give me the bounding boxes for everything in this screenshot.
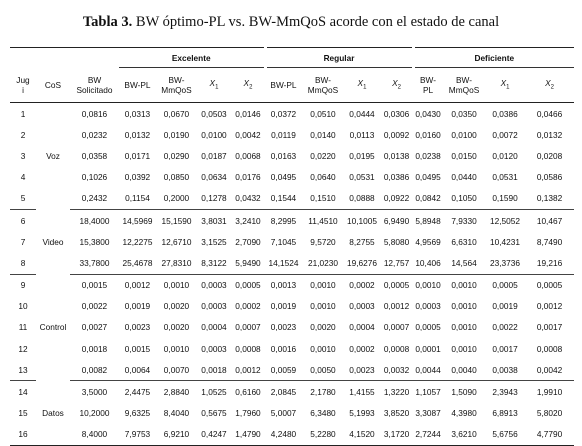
excelente-bw-pl-cell: 0,0132	[124, 129, 151, 140]
regular-x1-cell: 19,6276	[347, 257, 377, 268]
excelente-bw-pl-cell: 0,0392	[124, 172, 151, 183]
bw-solicitado-cell: 0,2432	[81, 193, 108, 204]
cos-cell	[36, 296, 70, 317]
table-row	[10, 188, 574, 210]
excelente-x1-cell: 0,0004	[201, 322, 227, 333]
regular-x1-cell: 0,0004	[349, 322, 375, 333]
bw-solicitado-cell: 8,4000	[70, 424, 119, 446]
cos-cell	[36, 274, 70, 296]
deficiente-bw-pl-cell: 0,0044	[415, 364, 441, 375]
regular-x1-cell: 0,0888	[349, 193, 375, 204]
excelente-bw-mmqos-cell: 0,0290	[163, 150, 190, 161]
excelente-x1-cell: 3,8031	[197, 209, 231, 231]
excelente-x1-cell: 0,0100	[201, 129, 227, 140]
caption-number: Tabla 3.	[82, 14, 133, 30]
cos-cell: Video	[42, 236, 64, 247]
group-regular: Regular	[265, 48, 413, 68]
cos-cell	[36, 252, 70, 274]
excelente-bw-pl-cell: 0,0023	[124, 322, 151, 333]
excelente-bw-pl-cell: 25,4678	[122, 257, 153, 268]
group-deficiente: Deficiente	[413, 48, 574, 68]
cos-cell	[36, 103, 70, 125]
regular-bw-mmqos-cell: 6,3480	[310, 408, 336, 419]
deficiente-bw-pl-cell: 3,3087	[415, 408, 441, 419]
deficiente-x1-cell: 0,0120	[492, 150, 518, 161]
regular-bw-mmqos-cell: 0,1510	[310, 193, 336, 204]
regular-bw-pl-cell: 0,1544	[270, 193, 297, 204]
excelente-x1-cell: 0,5675	[201, 408, 227, 419]
excelente-x1-cell: 0,0503	[201, 108, 227, 119]
excelente-x2-cell: 0,0002	[235, 301, 261, 312]
excelente-x2-cell: 0,0042	[235, 129, 261, 140]
regular-x2-cell: 0,0306	[383, 108, 410, 119]
cos-cell	[36, 381, 70, 403]
deficiente-x2-cell: 0,0017	[536, 322, 563, 333]
regular-bw-pl-cell: 0,0016	[270, 343, 297, 354]
deficiente-x2-cell: 0,0005	[525, 274, 574, 296]
deficiente-bw-pl-cell: 1,1057	[413, 381, 443, 403]
bw-solicitado-cell: 0,0027	[81, 322, 108, 333]
deficiente-x1-cell: 0,0038	[492, 364, 518, 375]
regular-bw-mmqos-cell: 5,2280	[302, 424, 344, 446]
bw-solicitado-cell: 3,5000	[70, 381, 119, 403]
regular-bw-mmqos-cell: 0,0220	[310, 150, 336, 161]
excelente-bw-pl-cell: 7,9753	[119, 424, 156, 446]
regular-bw-pl-cell: 14,1524	[268, 257, 299, 268]
deficiente-bw-mmqos-cell: 3,6210	[443, 424, 485, 446]
table-row	[10, 359, 574, 381]
deficiente-bw-mmqos-cell: 0,0150	[451, 150, 477, 161]
excelente-bw-pl-cell: 0,0313	[124, 108, 151, 119]
deficiente-x2-cell: 1,9910	[525, 381, 574, 403]
deficiente-bw-mmqos-cell: 0,0440	[451, 172, 477, 183]
bw-solicitado-cell: 0,0015	[70, 274, 119, 296]
deficiente-bw-mmqos-cell: 0,0100	[451, 129, 477, 140]
table-row	[10, 209, 574, 231]
excelente-bw-mmqos-cell: 27,8310	[161, 257, 192, 268]
regular-bw-mmqos-cell: 0,0010	[310, 343, 336, 354]
deficiente-x2-cell: 0,0466	[536, 108, 563, 119]
excelente-x1-cell: 0,0003	[201, 343, 227, 354]
col-cos: CoS	[36, 68, 70, 103]
deficiente-bw-mmqos-cell: 1,5090	[443, 381, 485, 403]
excelente-x1-cell: 0,0018	[201, 364, 227, 375]
table-body	[10, 103, 574, 446]
table-caption	[0, 14, 582, 31]
excelente-x2-cell: 0,0432	[235, 193, 261, 204]
deficiente-x1-cell: 5,6756	[485, 424, 525, 446]
bw-solicitado-cell: 0,0022	[81, 301, 108, 312]
excelente-x2-cell: 0,0068	[235, 150, 261, 161]
regular-x1-cell: 0,0002	[344, 274, 380, 296]
bw-solicitado-cell: 10,2000	[79, 408, 110, 419]
deficiente-bw-pl-cell: 0,0160	[415, 129, 441, 140]
excelente-x2-cell: 5,9490	[235, 257, 261, 268]
bw-solicitado-cell: 18,4000	[70, 209, 119, 231]
deficiente-bw-mmqos-cell: 0,0350	[451, 108, 477, 119]
cos-cell: Datos	[42, 408, 64, 419]
regular-x2-cell: 12,757	[383, 257, 410, 268]
excelente-x2-cell: 0,6160	[231, 381, 265, 403]
table-row	[10, 231, 574, 252]
excelente-bw-mmqos-cell: 0,0010	[163, 343, 190, 354]
col-reg-x2: $X_2$	[380, 68, 413, 103]
regular-x1-cell: 1,4155	[344, 381, 380, 403]
col-def-bw-mmqos: BW- MmQoS	[443, 68, 485, 103]
bw-solicitado-cell: 0,0816	[81, 108, 108, 119]
regular-bw-pl-cell: 5,0007	[270, 408, 297, 419]
deficiente-bw-mmqos-cell: 0,1050	[451, 193, 477, 204]
cos-cell	[36, 338, 70, 359]
regular-bw-mmqos-cell: 0,0140	[310, 129, 336, 140]
jugador-cell: 15	[18, 408, 28, 419]
regular-x1-cell: 10,1005	[344, 209, 380, 231]
deficiente-x1-cell: 12,5052	[485, 209, 525, 231]
jugador-cell: 8	[20, 257, 26, 268]
excelente-bw-mmqos-cell: 0,0020	[163, 322, 190, 333]
deficiente-x1-cell: 0,1590	[492, 193, 518, 204]
deficiente-x1-cell: 0,0005	[485, 274, 525, 296]
excelente-bw-mmqos-cell: 6,9210	[156, 424, 197, 446]
excelente-bw-mmqos-cell: 0,0010	[156, 274, 197, 296]
excelente-bw-pl-cell: 12,2275	[122, 236, 153, 247]
jugador-cell: 3	[20, 150, 26, 161]
regular-bw-mmqos-cell: 0,0010	[302, 274, 344, 296]
col-bw-solicitado: BW Solicitado	[70, 68, 119, 103]
deficiente-bw-pl-cell: 0,0003	[415, 301, 441, 312]
excelente-x2-cell: 1,7960	[235, 408, 261, 419]
table-row	[10, 296, 574, 317]
col-exc-x1: $X_1$	[197, 68, 231, 103]
excelente-bw-pl-cell: 2,4475	[119, 381, 156, 403]
deficiente-bw-pl-cell: 0,0495	[415, 172, 441, 183]
deficiente-x2-cell: 0,1382	[536, 193, 563, 204]
cos-cell	[36, 188, 70, 210]
excelente-x1-cell: 0,0003	[197, 274, 231, 296]
table-row	[10, 167, 574, 188]
deficiente-bw-pl-cell: 0,0430	[415, 108, 441, 119]
jugador-cell: 16	[10, 424, 36, 446]
deficiente-bw-mmqos-cell: 14,564	[451, 257, 477, 268]
jugador-cell: 11	[18, 322, 28, 333]
results-table	[10, 47, 574, 446]
deficiente-bw-mmqos-cell: 0,0010	[451, 322, 477, 333]
jugador-cell: 14	[10, 381, 36, 403]
excelente-bw-pl-cell: 0,0012	[119, 274, 156, 296]
deficiente-x2-cell: 0,0008	[536, 343, 563, 354]
regular-bw-pl-cell: 4,2480	[265, 424, 302, 446]
col-reg-bw-mmqos: BW- MmQoS	[302, 68, 344, 103]
excelente-x2-cell: 3,2410	[231, 209, 265, 231]
regular-x2-cell: 0,0922	[383, 193, 410, 204]
regular-x1-cell: 0,0195	[349, 150, 375, 161]
deficiente-x2-cell: 0,0208	[536, 150, 563, 161]
cos-cell	[36, 424, 70, 446]
table-row	[10, 338, 574, 359]
regular-bw-mmqos-cell: 11,4510	[302, 209, 344, 231]
deficiente-bw-pl-cell: 4,9569	[415, 236, 441, 247]
excelente-x1-cell: 3,1525	[201, 236, 227, 247]
regular-bw-pl-cell: 0,0119	[271, 129, 296, 140]
col-def-bw-pl: BW- PL	[413, 68, 443, 103]
table-row	[10, 252, 574, 274]
deficiente-x1-cell: 0,0386	[492, 108, 518, 119]
cos-cell: Control	[39, 322, 67, 333]
excelente-bw-mmqos-cell: 0,0070	[163, 364, 190, 375]
excelente-bw-mmqos-cell: 0,0850	[163, 172, 190, 183]
regular-x1-cell: 0,0003	[349, 301, 375, 312]
deficiente-bw-pl-cell: 0,0001	[415, 343, 441, 354]
jugador-cell: 5	[20, 193, 26, 204]
excelente-bw-pl-cell: 14,5969	[119, 209, 156, 231]
group-header-row	[10, 48, 574, 68]
regular-x2-cell: 0,0092	[383, 129, 410, 140]
deficiente-x2-cell: 4,7790	[525, 424, 574, 446]
regular-x1-cell: 0,0531	[349, 172, 375, 183]
regular-x2-cell: 6,9490	[380, 209, 413, 231]
regular-x2-cell: 0,0005	[380, 274, 413, 296]
col-exc-bw-pl: BW-PL	[119, 68, 156, 103]
excelente-bw-mmqos-cell: 8,4040	[163, 408, 190, 419]
deficiente-x2-cell: 10,467	[525, 209, 574, 231]
bw-solicitado-cell: 15,3800	[79, 236, 110, 247]
excelente-x1-cell: 0,0634	[201, 172, 227, 183]
deficiente-bw-pl-cell: 10,406	[415, 257, 441, 268]
jugador-cell: 7	[20, 236, 26, 247]
excelente-x2-cell: 1,4790	[231, 424, 265, 446]
regular-x2-cell: 3,8520	[383, 408, 410, 419]
deficiente-x1-cell: 10,4231	[490, 236, 521, 247]
regular-bw-pl-cell: 2,0845	[265, 381, 302, 403]
regular-x2-cell: 0,0386	[383, 172, 410, 183]
excelente-bw-pl-cell: 0,0171	[124, 150, 151, 161]
regular-x1-cell: 4,1520	[344, 424, 380, 446]
cos-cell	[36, 167, 70, 188]
regular-x1-cell: 8,2755	[349, 236, 375, 247]
deficiente-bw-mmqos-cell: 4,3980	[451, 408, 477, 419]
regular-bw-pl-cell: 0,0023	[270, 322, 297, 333]
deficiente-bw-mmqos-cell: 7,9330	[443, 209, 485, 231]
excelente-bw-pl-cell: 0,0015	[124, 343, 151, 354]
jugador-cell: 2	[20, 129, 26, 140]
regular-x2-cell: 0,0007	[383, 322, 410, 333]
regular-x2-cell: 3,1720	[380, 424, 413, 446]
column-header-row	[10, 68, 574, 103]
regular-x1-cell: 0,0002	[349, 343, 375, 354]
cos-cell	[36, 124, 70, 145]
jugador-cell: 9	[10, 274, 36, 296]
deficiente-x2-cell: 0,0042	[536, 364, 563, 375]
group-excelente: Excelente	[119, 48, 265, 68]
jugador-cell: 1	[20, 108, 26, 119]
col-def-x1: $X_1$	[485, 68, 525, 103]
cos-cell: Voz	[46, 150, 60, 161]
deficiente-bw-pl-cell: 0,0005	[415, 322, 441, 333]
excelente-x2-cell: 0,0005	[231, 274, 265, 296]
regular-x2-cell: 0,0008	[383, 343, 410, 354]
regular-bw-mmqos-cell: 0,0640	[310, 172, 336, 183]
regular-bw-mmqos-cell: 0,0020	[310, 322, 336, 333]
table-row	[10, 381, 574, 403]
table-row	[10, 403, 574, 424]
regular-x1-cell: 0,0023	[349, 364, 375, 375]
regular-x1-cell: 0,0444	[349, 108, 375, 119]
bw-solicitado-cell: 0,0232	[81, 129, 108, 140]
deficiente-x2-cell: 19,216	[536, 257, 563, 268]
deficiente-bw-pl-cell: 2,7244	[413, 424, 443, 446]
col-def-x2: $X_2$	[525, 68, 574, 103]
excelente-x2-cell: 0,0008	[235, 343, 261, 354]
bw-solicitado-cell: 0,1026	[81, 172, 108, 183]
table-row	[10, 424, 574, 446]
excelente-bw-pl-cell: 0,0019	[124, 301, 151, 312]
deficiente-bw-mmqos-cell: 0,0010	[451, 343, 477, 354]
regular-bw-mmqos-cell: 9,5720	[310, 236, 336, 247]
cos-cell	[36, 359, 70, 381]
excelente-x2-cell: 0,0007	[235, 322, 261, 333]
deficiente-bw-mmqos-cell: 0,0010	[443, 274, 485, 296]
regular-bw-pl-cell: 7,1045	[270, 236, 297, 247]
regular-bw-mmqos-cell: 0,0510	[310, 108, 336, 119]
cos-cell	[36, 209, 70, 231]
excelente-bw-mmqos-cell: 0,2000	[163, 193, 190, 204]
deficiente-x1-cell: 0,0072	[492, 129, 518, 140]
deficiente-bw-pl-cell: 5,8948	[413, 209, 443, 231]
table-row	[10, 124, 574, 145]
deficiente-bw-mmqos-cell: 6,6310	[451, 236, 477, 247]
deficiente-x1-cell: 6,8913	[492, 408, 518, 419]
regular-bw-pl-cell: 0,0163	[270, 150, 297, 161]
jugador-cell: 13	[18, 364, 28, 375]
deficiente-x1-cell: 23,3736	[490, 257, 521, 268]
excelente-x1-cell: 8,3122	[201, 257, 227, 268]
col-jugador: Jug i	[10, 68, 36, 103]
regular-bw-mmqos-cell: 21,0230	[308, 257, 338, 268]
deficiente-x2-cell: 0,0586	[536, 172, 563, 183]
excelente-x1-cell: 1,0525	[197, 381, 231, 403]
excelente-bw-pl-cell: 0,1154	[125, 193, 150, 204]
table-row	[10, 274, 574, 296]
jugador-cell: 10	[18, 301, 28, 312]
regular-x2-cell: 1,3220	[380, 381, 413, 403]
excelente-bw-pl-cell: 9,6325	[124, 408, 151, 419]
excelente-bw-mmqos-cell: 0,0020	[163, 301, 190, 312]
deficiente-x1-cell: 0,0022	[492, 322, 518, 333]
bw-solicitado-cell: 0,0082	[81, 364, 108, 375]
regular-bw-pl-cell: 0,0013	[265, 274, 302, 296]
col-exc-bw-mmqos: BW- MmQoS	[156, 68, 197, 103]
regular-bw-pl-cell: 0,0059	[270, 364, 297, 375]
excelente-x2-cell: 0,0012	[235, 364, 261, 375]
deficiente-bw-mmqos-cell: 0,0040	[451, 364, 477, 375]
deficiente-bw-pl-cell: 0,0238	[415, 150, 441, 161]
deficiente-x1-cell: 0,0531	[492, 172, 518, 183]
deficiente-bw-pl-cell: 0,0010	[413, 274, 443, 296]
excelente-bw-mmqos-cell: 12,6710	[161, 236, 192, 247]
table-row	[10, 103, 574, 125]
regular-x1-cell: 5,1993	[349, 408, 375, 419]
excelente-bw-mmqos-cell: 2,8840	[156, 381, 197, 403]
excelente-bw-pl-cell: 0,0064	[124, 364, 151, 375]
excelente-x2-cell: 0,0146	[235, 108, 261, 119]
deficiente-x1-cell: 2,3943	[485, 381, 525, 403]
deficiente-x2-cell: 0,0132	[536, 129, 563, 140]
jugador-cell: 12	[18, 343, 28, 354]
regular-x2-cell: 5,8080	[383, 236, 410, 247]
regular-bw-mmqos-cell: 0,0050	[310, 364, 336, 375]
excelente-bw-mmqos-cell: 0,0670	[163, 108, 190, 119]
table-row	[10, 317, 574, 338]
excelente-x2-cell: 2,7090	[235, 236, 261, 247]
excelente-x2-cell: 0,0176	[235, 172, 261, 183]
deficiente-x1-cell: 0,0017	[492, 343, 518, 354]
bw-solicitado-cell: 0,0358	[81, 150, 108, 161]
col-reg-x1: $X_1$	[344, 68, 380, 103]
regular-bw-pl-cell: 8,2995	[265, 209, 302, 231]
excelente-bw-mmqos-cell: 15,1590	[156, 209, 197, 231]
excelente-x1-cell: 0,0187	[201, 150, 227, 161]
excelente-x1-cell: 0,1278	[201, 193, 227, 204]
regular-bw-mmqos-cell: 2,1780	[302, 381, 344, 403]
deficiente-bw-mmqos-cell: 0,0010	[451, 301, 477, 312]
deficiente-bw-pl-cell: 0,0842	[415, 193, 441, 204]
regular-x2-cell: 0,0138	[383, 150, 410, 161]
deficiente-x2-cell: 5,8020	[536, 408, 563, 419]
regular-x2-cell: 0,0032	[383, 364, 410, 375]
deficiente-x1-cell: 0,0019	[492, 301, 518, 312]
regular-bw-pl-cell: 0,0019	[270, 301, 297, 312]
excelente-x1-cell: 0,4247	[197, 424, 231, 446]
bw-solicitado-cell: 33,7800	[79, 257, 110, 268]
regular-bw-pl-cell: 0,0372	[270, 108, 297, 119]
jugador-cell: 4	[20, 172, 26, 183]
regular-x1-cell: 0,0113	[349, 129, 375, 140]
regular-x2-cell: 0,0012	[383, 301, 410, 312]
regular-bw-mmqos-cell: 0,0010	[310, 301, 336, 312]
bw-solicitado-cell: 0,0018	[81, 343, 108, 354]
deficiente-x2-cell: 8,7490	[536, 236, 563, 247]
excelente-bw-mmqos-cell: 0,0190	[163, 129, 190, 140]
col-reg-bw-pl: BW-PL	[265, 68, 302, 103]
caption-text: BW óptimo-PL vs. BW-MmQoS acorde con el estado de canal	[132, 14, 500, 30]
regular-bw-pl-cell: 0,0495	[270, 172, 297, 183]
table-row	[10, 145, 574, 166]
deficiente-x2-cell: 0,0012	[536, 301, 563, 312]
jugador-cell: 6	[10, 209, 36, 231]
excelente-x1-cell: 0,0003	[201, 301, 227, 312]
col-exc-x2: $X_2$	[231, 68, 265, 103]
